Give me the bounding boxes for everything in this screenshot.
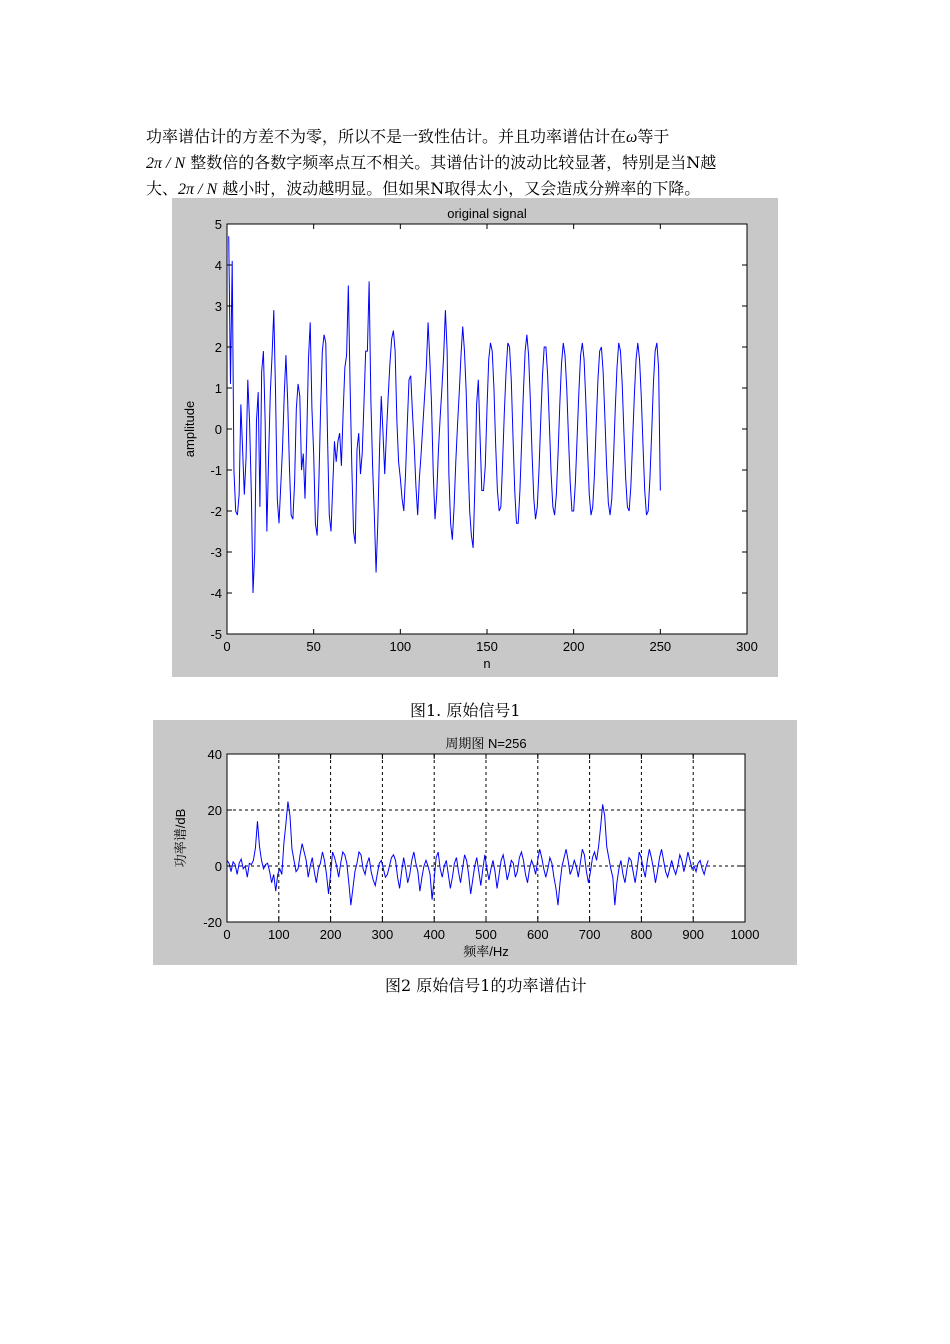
paragraph-line-2 bbox=[146, 150, 826, 176]
y-tick-label: -2 bbox=[210, 504, 222, 519]
math-expression: 2π / N bbox=[178, 181, 218, 198]
figure-2-periodogram bbox=[153, 720, 797, 965]
y-tick-label: 0 bbox=[214, 859, 222, 874]
omega-symbol: ω bbox=[626, 129, 638, 146]
x-tick-label: 250 bbox=[649, 639, 672, 654]
y-axis-label: amplitude bbox=[182, 400, 197, 458]
x-tick-label: 600 bbox=[526, 927, 549, 942]
x-tick-label: 150 bbox=[476, 639, 498, 654]
y-tick-label: -3 bbox=[210, 545, 222, 560]
x-tick-label: 800 bbox=[630, 927, 653, 942]
y-tick-label: 1 bbox=[214, 381, 222, 396]
text-span: 整数倍的各数字频率点互不相关。其谱估计的波动比较显著，特别是当N越 bbox=[185, 153, 717, 172]
plot-area bbox=[227, 224, 747, 634]
x-tick-label: 200 bbox=[319, 927, 342, 942]
x-tick-label: 1000 bbox=[730, 927, 760, 942]
math-expression: 2π / N bbox=[146, 155, 186, 172]
text-span: 等于 bbox=[637, 127, 670, 146]
y-tick-label: 5 bbox=[214, 217, 222, 232]
paragraph-line-1 bbox=[146, 124, 826, 150]
x-tick-label: 300 bbox=[371, 927, 394, 942]
chart-title: 周期图 N=256 bbox=[445, 736, 527, 751]
x-tick-label: 0 bbox=[223, 927, 231, 942]
y-tick-label: 4 bbox=[214, 258, 222, 273]
x-tick-label: 500 bbox=[475, 927, 497, 942]
y-tick-label: -4 bbox=[210, 586, 222, 601]
x-tick-label: 200 bbox=[562, 639, 585, 654]
x-tick-label: 900 bbox=[682, 927, 705, 942]
x-tick-label: 700 bbox=[578, 927, 601, 942]
y-axis-label: 功率谱/dB bbox=[173, 808, 188, 868]
periodogram-chart bbox=[153, 720, 797, 965]
x-axis-label: n bbox=[483, 656, 491, 671]
x-tick-label: 0 bbox=[223, 639, 231, 654]
original-signal-chart bbox=[172, 198, 778, 677]
x-tick-label: 50 bbox=[306, 639, 321, 654]
x-axis-label: 频率/Hz bbox=[463, 944, 509, 959]
body-paragraph bbox=[146, 124, 826, 202]
y-tick-label: 2 bbox=[214, 340, 222, 355]
chart-title: original signal bbox=[447, 206, 527, 221]
y-tick-label: -1 bbox=[210, 463, 222, 478]
x-tick-label: 400 bbox=[423, 927, 446, 942]
y-tick-label: 40 bbox=[207, 747, 222, 762]
text-span: 大、 bbox=[146, 179, 179, 198]
figure-2-caption: 图2 原始信号1的功率谱估计 bbox=[385, 976, 587, 995]
text-span: 越小时，波动越明显。但如果N取得太小，又会造成分辨率的下降。 bbox=[217, 179, 701, 198]
y-tick-label: -20 bbox=[203, 915, 222, 930]
figure-1-caption: 图1. 原始信号1 bbox=[410, 701, 521, 720]
figure-1-original-signal bbox=[172, 198, 778, 677]
x-tick-label: 100 bbox=[389, 639, 412, 654]
x-tick-label: 100 bbox=[267, 927, 290, 942]
x-tick-label: 300 bbox=[736, 639, 758, 654]
y-tick-label: 20 bbox=[207, 803, 222, 818]
y-tick-label: -5 bbox=[210, 627, 222, 642]
text-span: 功率谱估计的方差不为零，所以不是一致性估计。并且功率谱估计在 bbox=[146, 127, 627, 146]
y-tick-label: 3 bbox=[214, 299, 222, 314]
y-tick-label: 0 bbox=[214, 422, 222, 437]
